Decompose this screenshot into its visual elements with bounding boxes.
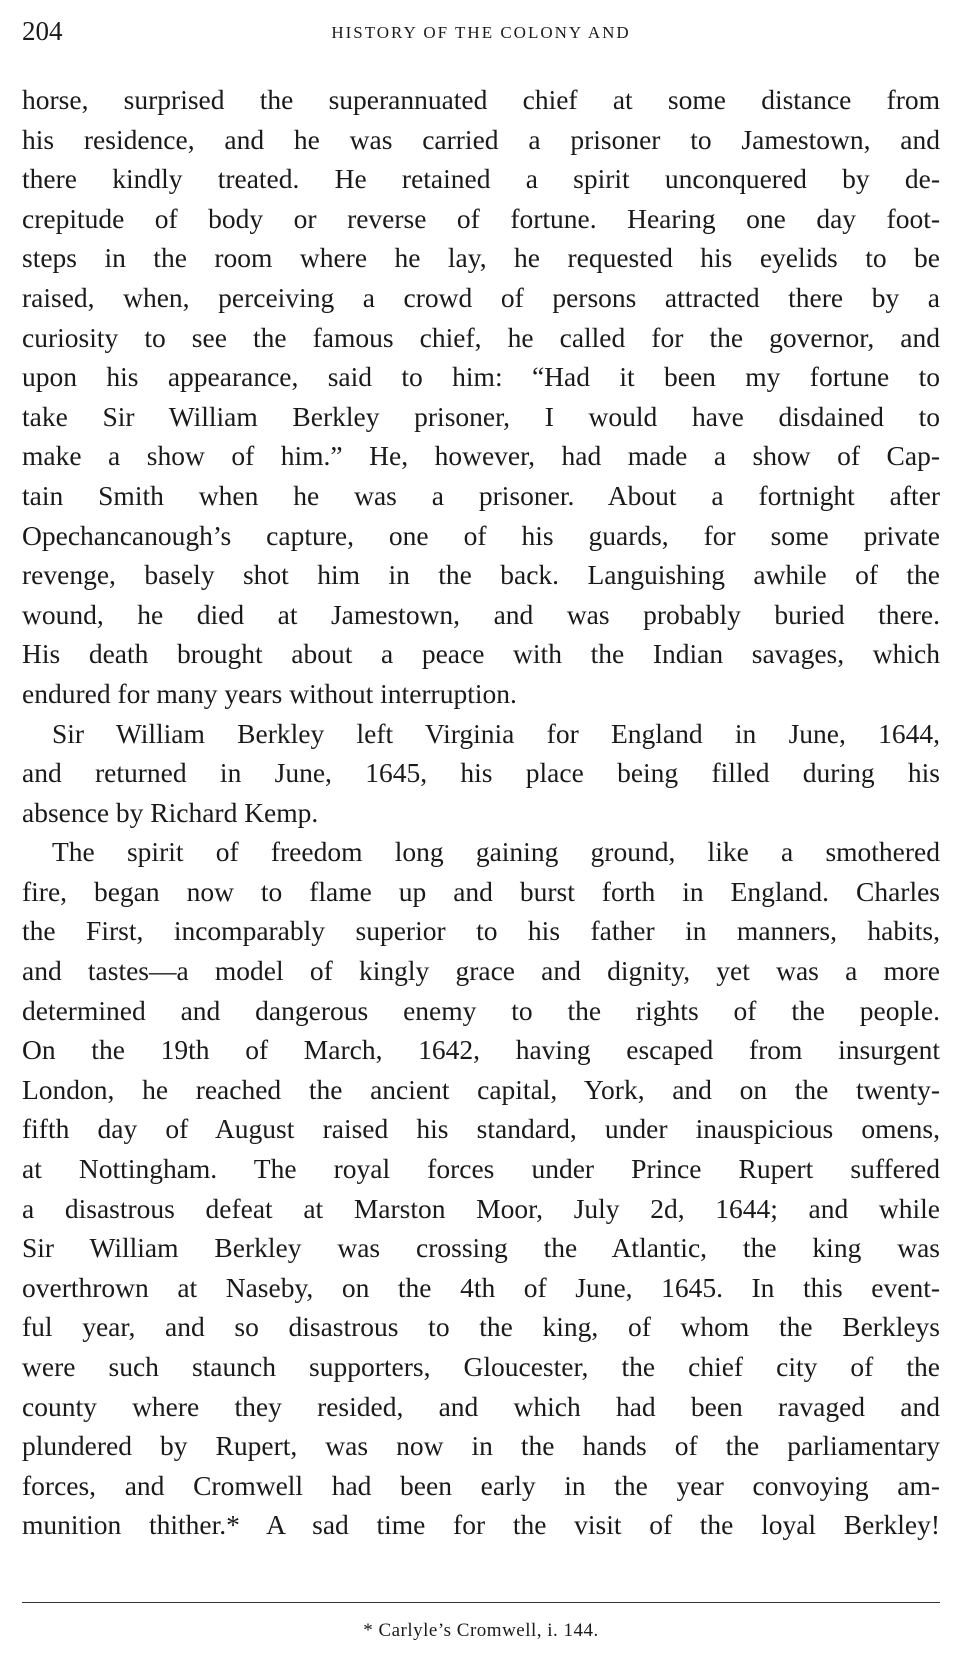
body-text [22, 80, 940, 1545]
page-header [22, 14, 940, 50]
text-line: plundered by Rupert, was now in the hands of the parliamentary [22, 1430, 940, 1462]
text-line: were such staunch supporters, Gloucester, the chief city of the [22, 1351, 940, 1382]
text-line: tain Smith when he was a prisoner. About a fortnight after [22, 479, 940, 511]
text-line: ful year, and so disastrous to the king, of whom the Berkleys [22, 1311, 940, 1343]
page-number: 204 [22, 16, 63, 46]
paragraph-1 [22, 80, 940, 714]
text-line: and tastes—a model of kingly grace and dignity, yet was a more [22, 955, 940, 987]
paragraph-3 [22, 832, 940, 1545]
text-line: fire, began now to flame up and burst forth in England. Charles [22, 875, 940, 907]
text-line: his residence, and he was carried a prisoner to Jamestown, and [22, 123, 940, 155]
text-line: revenge, basely shot him in the back. Languishing awhile of the [22, 559, 940, 591]
text-line: forces, and Cromwell had been early in the year convoying am- [22, 1469, 940, 1501]
text-line: His death brought about a peace with the Indian savages, which [22, 638, 940, 670]
text-line: Sir William Berkley left Virginia for England in June, 1644, [52, 717, 940, 749]
text-line: absence by Richard Kemp. [22, 796, 319, 828]
text-line: munition thither.* A sad time for the visit of the loyal Berkley! [22, 1509, 940, 1541]
text-line: and returned in June, 1645, his place being filled during his [22, 757, 940, 789]
text-line: overthrown at Naseby, on the 4th of June, 1645. In this event- [22, 1271, 940, 1303]
running-head: HISTORY OF THE COLONY AND [331, 23, 631, 42]
text-line: county where they resided, and which had been ravaged and [22, 1390, 940, 1422]
text-line: steps in the room where he lay, he requested his eyelids to be [22, 242, 940, 274]
text-line: Opechancanough’s capture, one of his guards, for some private [22, 519, 940, 551]
paragraph-2 [22, 714, 940, 833]
text-line: London, he reached the ancient capital, York, and on the twenty- [22, 1073, 940, 1105]
text-line: raised, when, perceiving a crowd of persons attracted there by a [22, 281, 940, 313]
footnote-divider [22, 1602, 940, 1603]
text-line: take Sir William Berkley prisoner, I would have disdained to [22, 400, 940, 432]
text-line: crepitude of body or reverse of fortune. Hearing one day foot- [22, 202, 940, 234]
text-line: at Nottingham. The royal forces under Prince Rupert suffered [22, 1153, 940, 1185]
text-line: curiosity to see the famous chief, he called for the governor, and [22, 321, 940, 353]
text-line: wound, he died at Jamestown, and was probably buried there. [22, 598, 940, 630]
text-line: a disastrous defeat at Marston Moor, July 2d, 1644; and while [22, 1192, 940, 1224]
text-line: the First, incomparably superior to his father in manners, habits, [22, 915, 940, 947]
text-line: On the 19th of March, 1642, having escaped from insurgent [22, 1034, 940, 1066]
text-line: fifth day of August raised his standard, under inauspicious omens, [22, 1113, 940, 1145]
text-line: horse, surprised the superannuated chief at some distance from [22, 84, 940, 115]
text-line: upon his appearance, said to him: “Had it been my fortune to [22, 361, 940, 393]
text-line: endured for many years without interruption. [22, 677, 517, 709]
text-line: determined and dangerous enemy to the rights of the people. [22, 994, 940, 1026]
text-line: make a show of him.” He, however, had made a show of Cap- [22, 440, 940, 472]
text-line: The spirit of freedom long gaining ground, like a smothered [52, 836, 940, 868]
text-line: there kindly treated. He retained a spirit unconquered by de- [22, 163, 940, 195]
footnote: * Carlyle’s Cromwell, i. 144. [363, 1620, 599, 1641]
text-line: Sir William Berkley was crossing the Atlantic, the king was [22, 1232, 940, 1264]
